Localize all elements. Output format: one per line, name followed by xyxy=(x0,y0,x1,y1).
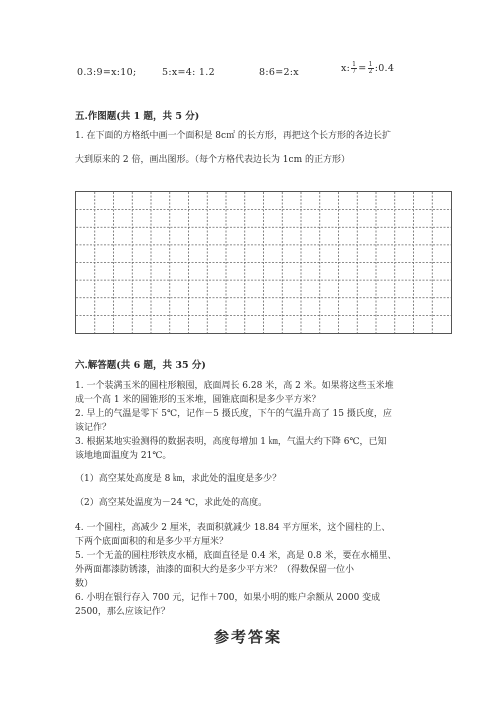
q4-line-1: 4. 一个圆柱，高减少 2 厘米，表面积就减少 18.84 平方厘米，这个圆柱的上、 xyxy=(75,523,391,533)
section-6-heading: 六.解答题(共 6 题，共 35 分) xyxy=(75,360,206,371)
fraction-one-half xyxy=(368,62,374,75)
q5-line-2: 外两面都漆防锈漆，油漆的面积大约是多少平方米？（得数保留一位小 xyxy=(75,565,355,575)
fraction-denominator: 7 xyxy=(352,68,357,75)
equation-1: 0.3:9=x:10; xyxy=(77,67,137,78)
fraction-numerator: 1 xyxy=(352,61,357,68)
grid-paper xyxy=(75,191,452,334)
q3-line-2: 该地地面温度为 21℃。 xyxy=(75,451,172,461)
q2-line-1: 2. 早上的气温是零下 5℃，记作－5 摄氏度，下午的气温升高了 15 摄氏度，应 xyxy=(75,409,392,419)
q6-line-1: 6. 小明在银行存入 700 元，记作＋700，如果小明的账户余额从 2000 变成 xyxy=(75,593,381,603)
q3-sub-2: （2）高空某处温度为－24 ℃，求此处的高度。 xyxy=(75,498,268,508)
q2-line-2: 该记作？ xyxy=(75,423,112,433)
section-5-question-line-2: 大到原来的 2 倍，画出图形。（每个方格代表边长为 1cm 的正方形） xyxy=(75,155,350,165)
q5-line-1: 5. 一个无盖的圆柱形铁皮水桶，底面直径是 0.4 米，高是 0.8 米，要在水桶里、 xyxy=(75,551,397,561)
q3-sub-1: （1）高空某处高度是 8 ㎞，求此处的温度是多少？ xyxy=(75,474,282,484)
equation-3: 8:6=2:x xyxy=(259,67,299,78)
section-5-question-line-1: 1. 在下面的方格纸中画一个面积是 8c㎡ 的长方形，再把这个长方形的各边长扩 xyxy=(75,131,391,141)
q1-line-2: 成一个高 1 米的圆锥形的玉米堆，圆锥底面积是多少平方米？ xyxy=(75,395,321,405)
q4-line-2: 下两个底面面积的和是多少平方厘米？ xyxy=(75,537,229,547)
fraction-one-seventh xyxy=(351,62,357,75)
equation-4 xyxy=(341,62,394,75)
fraction-denominator: 2 xyxy=(368,68,373,75)
q6-line-2: 2500，那么应该记作？ xyxy=(75,607,170,617)
equation-4-prefix: x: xyxy=(341,63,351,74)
section-5-heading: 五.作图题(共 1 题，共 5 分) xyxy=(75,111,200,122)
equals-sign: = xyxy=(358,63,367,74)
q5-line-3: 数） xyxy=(75,579,94,589)
q1-line-1: 1. 一个装满玉米的圆柱形粮囤，底面周长 6.28 米，高 2 米。如果将这些玉米堆 xyxy=(75,381,394,391)
equation-4-suffix: :0.4 xyxy=(374,63,395,74)
fraction-numerator: 1 xyxy=(368,61,373,68)
equation-2: 5:x=4: 1.2 xyxy=(162,67,215,78)
answers-title: 参考答案 xyxy=(214,628,283,646)
q3-line-1: 3. 根据某地实验测得的数据表明，高度每增加 1 ㎞，气温大约下降 6℃，已知 xyxy=(75,437,387,447)
grid-lines xyxy=(76,192,451,333)
